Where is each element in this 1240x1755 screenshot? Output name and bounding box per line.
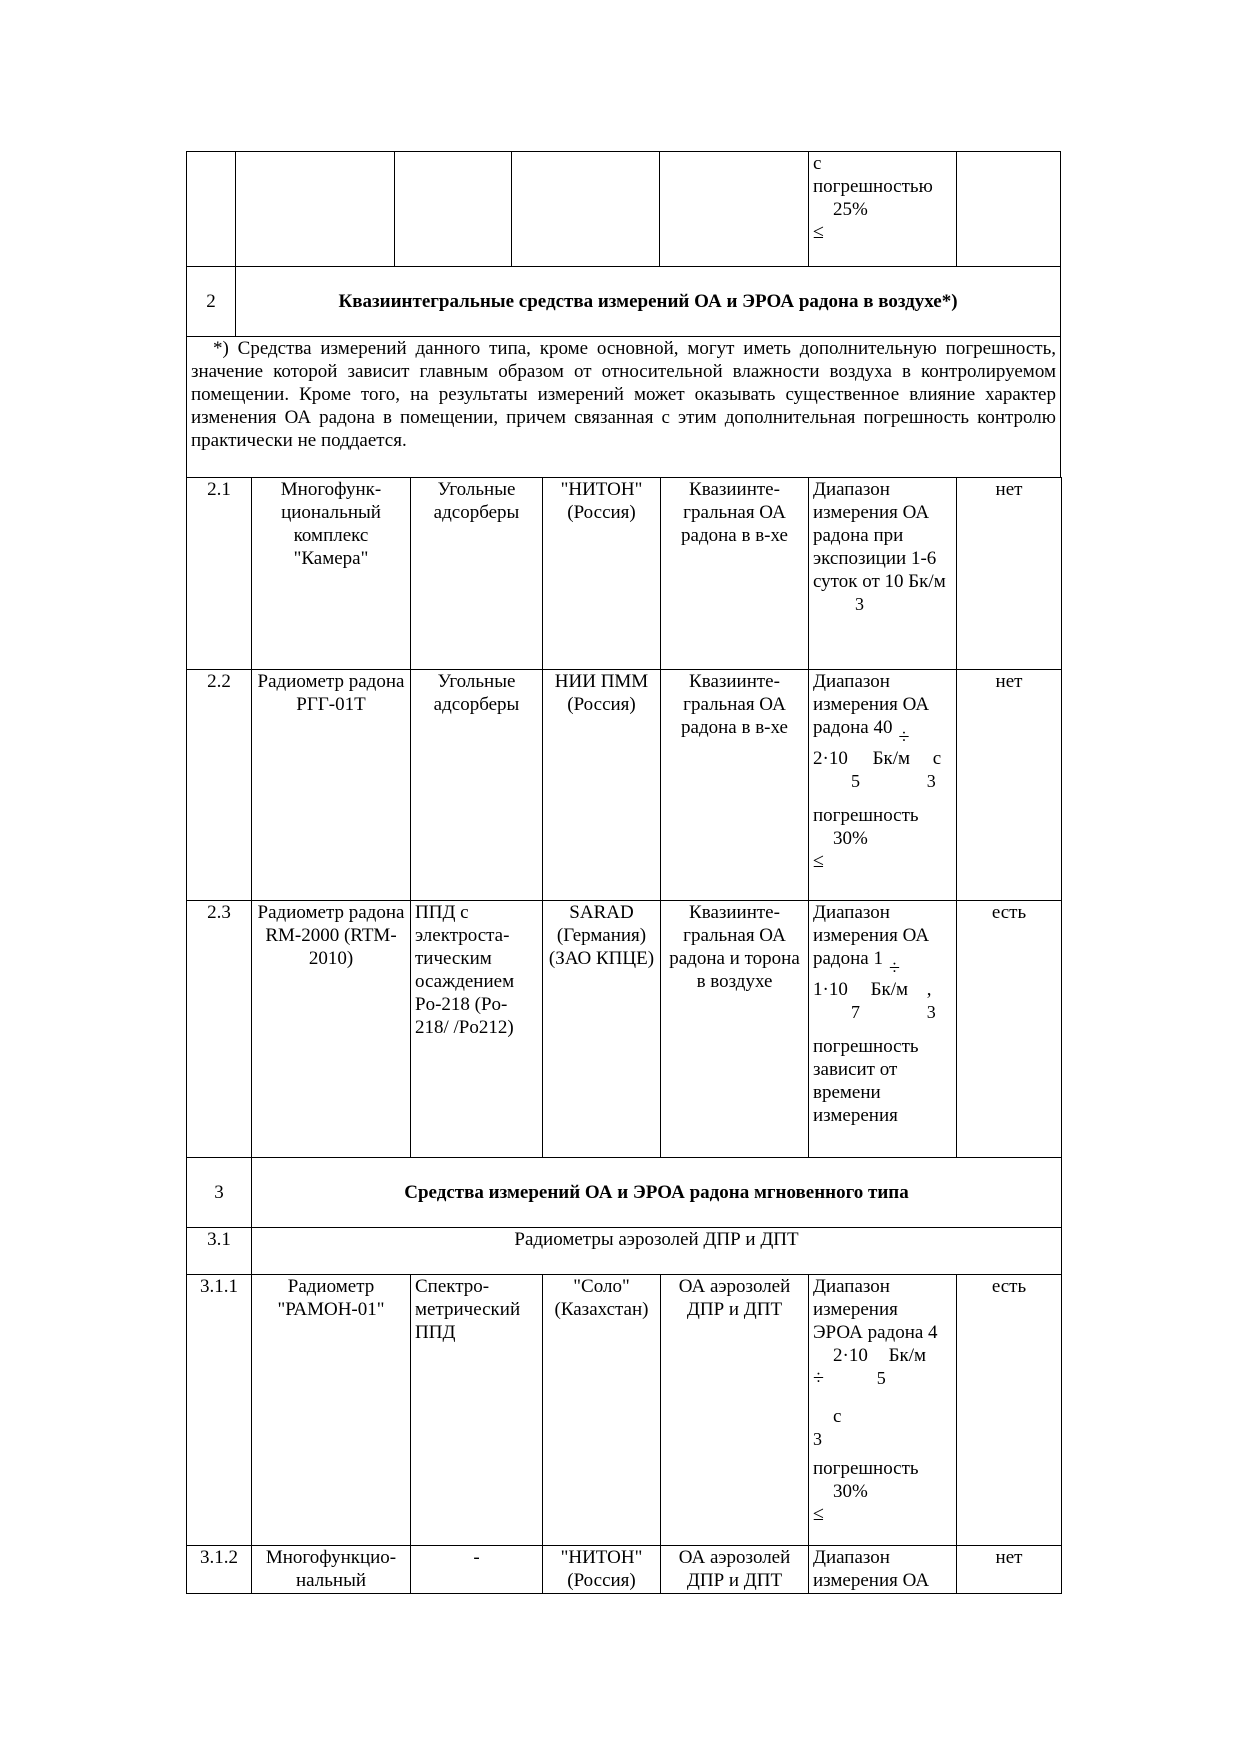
measured-value: ОА аэрозолей ДПР и ДПТ <box>661 1275 809 1546</box>
measured-value: Квазиинте-гральная ОА радона и торона в воздухе <box>661 901 809 1158</box>
instrument-name: Радиометр радона RM-2000 (RTM-2010) <box>252 901 411 1158</box>
detector-type: Угольные адсорберы <box>411 478 543 670</box>
less-equal-symbol: ≤ <box>813 221 824 243</box>
error-cell: с погрешностью 25% ≤ <box>809 152 957 267</box>
flag: есть <box>957 1275 1062 1546</box>
section-header-3 <box>187 1158 1062 1228</box>
detector-type: Спектро-метрический ППД <box>411 1275 543 1546</box>
section-number: 2 <box>187 267 236 337</box>
instrument-name: Многофунк-циональный комплекс "Камера" <box>252 478 411 670</box>
less-equal-symbol: ≤ <box>813 1503 824 1525</box>
table-row <box>187 901 1062 1158</box>
footnote: *) Средства измерений данного типа, кроме основной, могут иметь дополнительную погрешность, значение которой зависит главным образом от относительной влажности воздуха в контролируемом помещении. Кроме того, на результаты измерений может оказывать существенное влияние характер изменения ОА радона в помещении, причем связанная с этим дополнительная погрешность контролю практически не поддается. <box>187 337 1061 478</box>
footnote-row <box>187 337 1061 478</box>
measured-value: Квазиинте-гральная ОА радона в в-хе <box>661 478 809 670</box>
table-row <box>187 670 1062 901</box>
row-number: 2.1 <box>187 478 252 670</box>
instrument-name: Многофункцио-нальный <box>252 1546 411 1594</box>
range-cell: Диапазон измерения ОА радона 1 ÷ 1·10 Бк/м , 7 3 погрешность зависит от времени измерения <box>809 901 957 1158</box>
manufacturer: SARAD (Германия) (ЗАО КПЦЕ) <box>543 901 661 1158</box>
range-cell: Диапазон измерения ОА радона 40 ÷ 2·10 Бк/м с 5 3 погрешность 30% ≤ <box>809 670 957 901</box>
subsection-row <box>187 1228 1062 1275</box>
measured-value: ОА аэрозолей ДПР и ДПТ <box>661 1546 809 1594</box>
detector-type: Угольные адсорберы <box>411 670 543 901</box>
row-number: 3.1.2 <box>187 1546 252 1594</box>
row-number: 2.2 <box>187 670 252 901</box>
instrument-name: Радиометр "РАМОН-01" <box>252 1275 411 1546</box>
instrument-name: Радиометр радона РГГ-01Т <box>252 670 411 901</box>
table-row <box>187 152 1061 267</box>
flag: нет <box>957 1546 1062 1594</box>
section-number: 3 <box>187 1158 252 1228</box>
section-title: Средства измерений ОА и ЭРОА радона мгновенного типа <box>252 1158 1062 1228</box>
detector-type: - <box>411 1546 543 1594</box>
range-cell: Диапазон измерения ОА радона при экспозиции 1-6 суток от 10 Бк/м 3 <box>809 478 957 670</box>
section-header-2 <box>187 267 1061 337</box>
table-row <box>187 1546 1062 1594</box>
table-row <box>187 1275 1062 1546</box>
row-number: 3.1.1 <box>187 1275 252 1546</box>
section-title: Квазиинтегральные средства измерений ОА и ЭРОА радона в воздухе*) <box>236 267 1061 337</box>
measured-value: Квазиинте-гральная ОА радона в в-хе <box>661 670 809 901</box>
subsection-title: Радиометры аэрозолей ДПР и ДПТ <box>252 1228 1062 1275</box>
range-cell: Диапазон измерения ЭРОА радона 4 2·10 Бк/м ÷ 5 с 3 погрешность 30% ≤ <box>809 1275 957 1546</box>
manufacturer: "НИТОН" (Россия) <box>543 478 661 670</box>
flag: есть <box>957 901 1062 1158</box>
flag: нет <box>957 478 1062 670</box>
range-cell: Диапазон измерения ОА <box>809 1546 957 1594</box>
less-equal-symbol: ≤ <box>813 850 824 872</box>
manufacturer: "НИТОН" (Россия) <box>543 1546 661 1594</box>
subsection-number: 3.1 <box>187 1228 252 1275</box>
instruments-table-part2 <box>186 477 1062 1594</box>
table-row <box>187 478 1062 670</box>
manufacturer: "Соло" (Казахстан) <box>543 1275 661 1546</box>
flag: нет <box>957 670 1062 901</box>
instruments-table-part1 <box>186 151 1061 478</box>
row-number: 2.3 <box>187 901 252 1158</box>
manufacturer: НИИ ПММ (Россия) <box>543 670 661 901</box>
detector-type: ППД с электроста-тическим осаждением Po-218 (Po-218/ /Po212) <box>411 901 543 1158</box>
